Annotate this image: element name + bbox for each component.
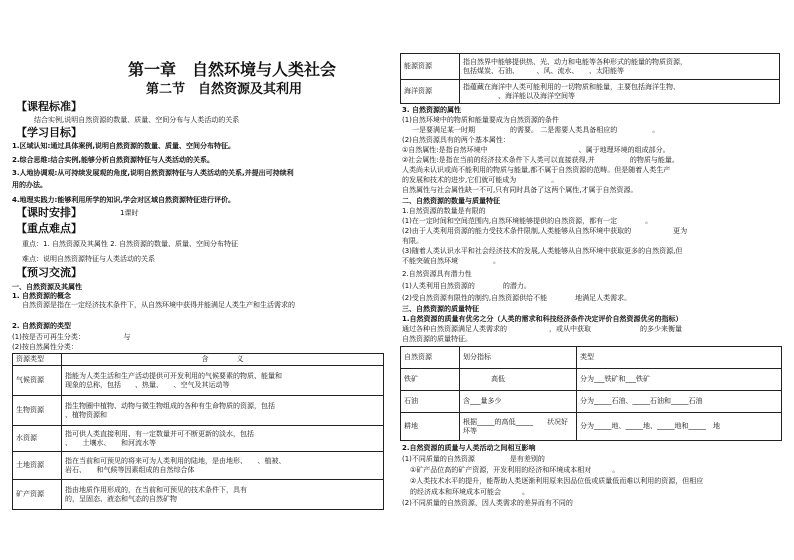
quality-sec: 三、自然资源的质量特征	[402, 305, 479, 313]
quantity-line: (3)随着人类认识水平和社会经济技术的发展,人类能够从自然环境中获取更多的自然资源,但	[402, 247, 683, 255]
potential-sub: 2.自然资源具有潜力性	[402, 270, 472, 278]
table-cell: 指生物圈中植物、动物与微生物组成的各种有生命物质的资源，包括 、植物资源和	[62, 396, 384, 426]
goal-item: 3.人地协调观:从可持续发展观的角度,说明自然资源特征与人类活动的关系,并提出可持续利	[12, 169, 294, 177]
quality-line: 通过各种自然资源满足人类需求的 ，或从中获取 的多少来衡量	[402, 325, 682, 333]
table-header-row	[401, 347, 782, 369]
table-cell: 分为_____地、_____地、_____地和_____ 地	[577, 413, 782, 441]
table-cell: 生物资源	[13, 396, 62, 426]
table-row	[13, 366, 384, 396]
keypoints-heading: 【重点难点】	[16, 222, 82, 235]
quantity-line: 不能突破自然环境 。	[402, 257, 500, 265]
attributes-line: ②社会属性:是指在当前的经济技术条件下人类可以直接获得,并 的物质与能量。	[402, 156, 679, 164]
attributes-line: 一是要满足某一时期 的需要。 二是需要人类具备相应的 。	[412, 126, 660, 134]
table-row	[401, 54, 780, 80]
section-title: 第二节 自然资源及其利用	[146, 82, 303, 97]
table-cell: 指蕴藏在海洋中人类可能利用的一切物质和能量，主要包括海洋生物、 、海洋能以及海洋空间等	[460, 80, 780, 104]
table-cell: 指可供人类直接利用、有一定数量并可不断更新的淡水，包括 、 土壤水、 和河流水等	[62, 426, 384, 452]
preview-sub1: 1. 自然资源的概念	[12, 292, 71, 300]
goal-item: 4.地理实践力:能够利用所学的知识,学会对区域自然资源特征进行评价。	[12, 196, 235, 204]
quantity-line: 有限。	[402, 237, 423, 245]
table-header-row	[13, 354, 384, 366]
table-header-cell: 自然资源	[401, 347, 460, 369]
relation-line: 的经济成本和环境成本可能会 。	[410, 488, 529, 496]
table-row	[401, 80, 780, 104]
table-cell: 耕地	[401, 413, 460, 441]
quantity-line: (2)由于人类利用资源的能力受技术条件限制,人类能够从自然环境中获取的 更为	[402, 227, 688, 235]
attributes-sub: 3. 自然资源的属性	[402, 106, 461, 114]
schedule-value: 1课时	[120, 209, 139, 217]
potential-line: (1)人类利用自然资源的 的潜力。	[402, 282, 531, 290]
curriculum-heading: 【课程标准】	[16, 100, 82, 113]
resource-type-table	[12, 353, 384, 510]
relation-line: (1)不同质量的自然资源 是有差别的	[402, 455, 545, 463]
goals-heading: 【学习目标】	[16, 126, 82, 139]
table-cell: 水资源	[13, 426, 62, 452]
goal-item: 1.区域认知:通过具体案例,说明自然资源的数量、质量、空间分布特征。	[12, 142, 235, 150]
relation-sub: 2.自然资源的质量与人类活动之间相互影响	[402, 444, 536, 452]
concept-text: 自然资源是指在一定经济技术条件下，从自然环境中获得并能满足人类生产和生活需求的	[22, 301, 295, 309]
table-cell: 指能为人类生活和生产活动提供可开发利用的气候要素的物质、能量和 现象的总称，包括 、热量、 、空气及其运动等	[62, 366, 384, 396]
difficult-point: 难点：说明自然资源特征与人类活动的关系	[22, 255, 155, 263]
relation-line: ②人类技术水平的提升，能帮助人类逐渐利用原来因品位低或质量低而难以利用的资源，但相应	[410, 477, 704, 485]
preview-sub2: 2. 自然资源的类型	[12, 322, 71, 330]
table-cell: 气候资源	[13, 366, 62, 396]
table-cell: 海洋资源	[401, 80, 460, 104]
table-cell: 铁矿	[401, 369, 460, 391]
table-header-cell: 类型	[577, 347, 782, 369]
table-cell: 高低	[460, 369, 577, 391]
table-row	[13, 480, 384, 510]
table-cell: 指在当前和可预见的将来可为人类利用的陆地，是由地形、 、植被、 岩石、 和气候等因素组成的自然综合体	[62, 452, 384, 480]
table-cell: 土地资源	[13, 452, 62, 480]
quality-sub: 1.自然资源的质量有优劣之分（人类的需求和科技经济条件决定评价自然资源优劣的指标）	[402, 315, 683, 323]
attributes-line: ①自然属性:是指自然环境中 、属于地理环境的组成部分。	[402, 146, 670, 154]
table-header-cell: 含 义	[62, 354, 384, 366]
schedule-heading: 【课时安排】	[16, 206, 82, 219]
table-row	[401, 391, 782, 413]
table-row	[401, 369, 782, 391]
table-row	[13, 452, 384, 480]
curriculum-text: 结合实例,说明自然资源的数量、质量、空间分布与人类活动的关系	[34, 116, 240, 124]
table-cell: 指由地质作用形成的，在当前和可预见的技术条件下，具有 的，呈固态、液态和气态的自然矿物	[62, 480, 384, 510]
table-cell: 石油	[401, 391, 460, 413]
chapter-title: 第一章 自然环境与人类社会	[128, 60, 337, 79]
preview-heading: 【预习交流】	[16, 266, 82, 279]
attributes-line: 自然属性与社会属性缺一不可,只有同时具备了这两个属性,才属于自然资源。	[402, 186, 638, 194]
table-cell: 含___量多少	[460, 391, 577, 413]
quality-line: 自然资源的质量特征。	[402, 335, 472, 343]
table-cell: 根据_____的高低_____ 状况好坏等	[460, 413, 577, 441]
table-cell: 矿产资源	[13, 480, 62, 510]
table-row	[401, 413, 782, 441]
quantity-sub: 1.自然资源的数量是有限的	[402, 207, 486, 215]
key-point: 重点：1. 自然资源及其属性 2. 自然资源的数量、质量、空间分布特征	[22, 240, 239, 248]
relation-line: ①矿产品位高的矿产资源，开发利用的经济和环境成本相对 。	[410, 466, 620, 474]
potential-line: (2)受自然资源有限性的制约,自然资源供给不能 地满足人类需求。	[402, 294, 632, 302]
quantity-line: (1)在一定时间和空间范围内,自然环境能够提供的自然资源，都有一定 。	[402, 217, 653, 225]
attributes-line: 的发展和技术的进步,它们就可能成为 。	[402, 176, 559, 184]
quality-table	[400, 346, 782, 441]
goal-item: 2.综合思维:结合实例,能够分析自然资源特征与人类活动的关系。	[12, 156, 214, 164]
type-by-renew: (1)按是否可再生分类： 与	[12, 333, 131, 341]
table-cell: 分为_____石油、_____石油和_____石油	[577, 391, 782, 413]
energy-ocean-table	[400, 53, 780, 104]
table-row	[13, 426, 384, 452]
table-cell: 能源资源	[401, 54, 460, 80]
attributes-line: (1)自然环境中的物质和能量要成为自然资源的条件	[402, 116, 559, 124]
goal-item: 用的办法。	[12, 181, 47, 189]
quantity-sec: 二、自然资源的数量与质量特征	[402, 197, 500, 205]
table-cell: 指自然界中能够提供热、光、动力和电能等各种形式的能量的物质资源， 包括煤炭、石油、 、风、流水、 、太阳能等	[460, 54, 780, 80]
attributes-line: (2)自然资源具有的两个基本属性：	[402, 136, 510, 144]
table-header-cell: 资源类型	[13, 354, 62, 366]
type-by-nature: (2)按自然属性分类：	[12, 343, 78, 351]
table-cell: 分为___铁矿和___铁矿	[577, 369, 782, 391]
table-header-cell: 划分指标	[460, 347, 577, 369]
preview-sec1: 一、自然资源及其属性	[12, 283, 82, 291]
table-row	[13, 396, 384, 426]
attributes-line: 人类尚未认识或尚不能利用的物质与能量,都不属于自然资源的范畴。但是随着人类生产	[402, 166, 671, 174]
relation-line: (2)不同质量的自然资源，因人类需求的差异而有不同的	[402, 499, 573, 507]
